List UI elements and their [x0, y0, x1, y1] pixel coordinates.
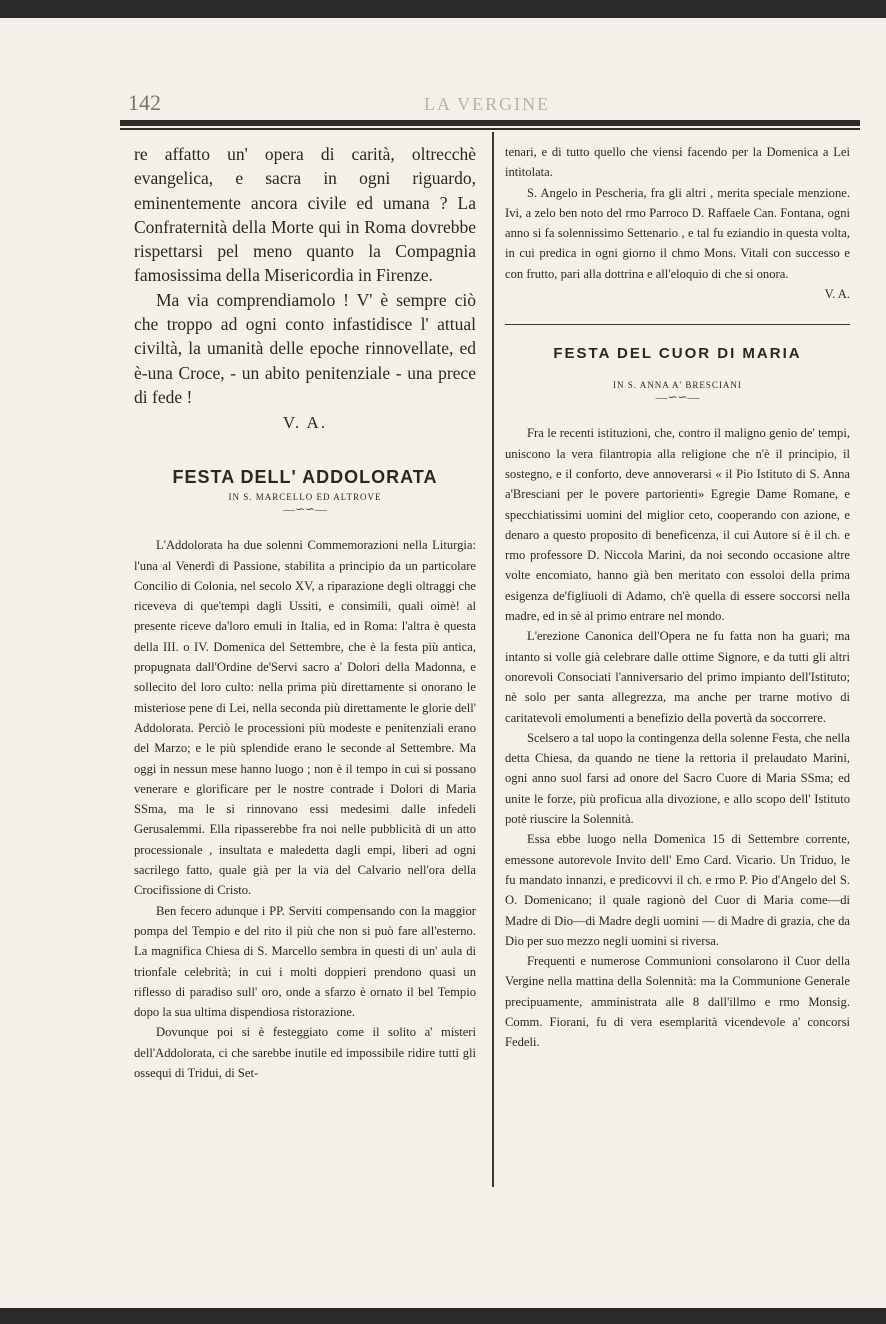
ornament-divider-right: —∽∽— [655, 390, 700, 405]
right-signature: V. A. [824, 287, 850, 302]
article-title-cuor-di-maria: FESTA DEL CUOR DI MARIA [553, 345, 802, 363]
cuor-paragraph-3: Scelsero a tal uopo la contingenza della solenne Festa, che nella detta Chiesa, da quando ne tiene la rettoria il prelaudato Marini, ogni anno suol farsi ad onore del Sacro Cuore di Maria SSma; ed unite le forze, più proficua alla divozione, e allo scopo dell' Istituto potè riuscire la Solennità. [505, 730, 850, 827]
right-column [505, 142, 850, 1053]
page-header [128, 88, 858, 118]
scan-bottom-edge [0, 1308, 886, 1324]
article-subtitle-addolorata: IN S. MARCELLO ED ALTROVE [228, 492, 382, 503]
ornament-divider: —∽∽— [282, 502, 328, 517]
article-subtitle-cuor-di-maria: IN S. ANNA A' BRESCIANI [613, 380, 742, 391]
addolorata-paragraph-3: Dovunque poi si è festeggiato come il solito a' misteri dell'Addolorata, ci che sarebbe inutile ed impossibile ridire tutti gli ossequi di Tridui, di Set- [134, 1025, 476, 1080]
header-rule-thin [120, 128, 860, 130]
header-rule-thick [120, 120, 860, 126]
cuor-paragraph-4: Essa ebbe luogo nella Domenica 15 di Settembre corrente, emessone autorevole Invito dell' Emo Card. Vicario. Un Triduo, le fu mandato innanzi, e predicovvi il ch. e rmo P. Pio d'Angelo del S. O. Domenicano; il quale ragionò del Cuor di Maria come—di Madre di Dio—di Madre degli uomini — di Madre di grazia, che da Dio per suo mezzo negli uomini si riversa. [505, 832, 850, 948]
cuor-paragraph-5: Frequenti e numerose Communioni consolarono il Cuor della Vergine nella mattina della Solennità: ma la Communione Generale precipuamente, amministrata alle 8 dall'illmo e rmo Monsig. Comm. Fiorani, fu di vera esemplarità vicendevole a' concorsi Fedeli. [505, 954, 850, 1050]
right-top-paragraph-2: S. Angelo in Pescheria, fra gli altri , merita speciale menzione. Ivi, a zelo ben noto del rmo Parroco D. Raffaele Can. Fontana, ogni anno si fa solennissimo Settenario , e tal fu eziandio in questa volta, in cui predica in ogni giorno il chmo Mons. Vitali con successo e con frutto, pari alla dottrina e all'eloquio di che si onora. [505, 185, 850, 281]
addolorata-paragraph-2: Ben fecero adunque i PP. Serviti compensando con la maggior pompa del Tempio e del rito il più che non si può fare all'esterno. La magnifica Chiesa di S. Marcello sembra in questi di un' aula di trionfale celebrità; in cui i molti doppieri prendono quasi un riflesso di paradiso sull' oro, onde a sfarzo è ornato il bel Tempio dopo la sua ultima dispendiosa ristorazione. [134, 903, 476, 1020]
left-top-paragraph: re affatto un' opera di carità, oltrecchè evangelica, e sacra in ogni riguardo, eminentemente ancora civile ed umana ? La Confraternità della Morte qui in Roma dovrebbe rispettarsi pel meno quanto la Compagnia famosissima della Misericordia in Firenze. [134, 144, 476, 286]
column-divider [492, 132, 494, 1187]
article-title-addolorata: FESTA DELL' ADDOLORATA [172, 467, 438, 488]
cuor-paragraph-1: Fra le recenti istituzioni, che, contro il maligno genio de' tempi, uniscono la vera filantropia alla religione che n'è il principio, il sostegno, e il conforto, deve annoverarsi « il Pio Istituto di S. Anna a'Bresciani per le povere partorienti» Egregie Dame Romane, e specchiatissimi uomini del miglior ceto, cooperando con azione, e denaro a questo proposito di beneficenza, il cui Autore si è il ch. e rmo professore D. Niccola Marini, da noi secondo occasione altre volte encomiato, hanno già ben meritato con essoloi della prima esigenza de'figliuoli di Adamo, ch'è quella di essere soccorsi nella madre, ed in sè al primo entrare nel mondo. [505, 426, 850, 624]
addolorata-paragraph-1: L'Addolorata ha due solenni Commemorazioni nella Liturgia: l'una al Venerdì di Passione, stabilita a principio da un particolare Concilio di Colonia, nel secolo XV, a riparazione degli oltraggi che riceveva di que'tempi dagli Ussiti, e consimili, quali oimè! al presente riceve da'loro emuli in Italia, ed in Roma: l'altra è questa della III. o IV. Domenica del Settembre, che è la festa più antica, propugnata dall'Ordine de'Servi sacro a' Dolori della Madonna, e sollecito del loro culto: nella prima più direttamente si onorano le misteriose pene di Lei, nella seconda più direttamente le glorie dell' Addolorata. Perciò le processioni più modeste e penitenziali erano del Marzo; e le più splendide erano le seconde al Settembre. Ma oggi in nessun mese hanno luogo ; non è il tempo in cui si possano venerare e glorificare per le nostre contrade i Dolori di Maria SSma, ma le si rinnovano essi medesimi dalle infedeli Gerusalemmi. Ella ripasserebbe fra noi nelle pubblicità di un atto processionale , insultata e maledetta dagli empi, liberi ad ogni sacrilego fatto, quale già per la via del Calvario nell'ora della Crocifissione di Cristo. [134, 538, 476, 898]
scan-top-edge [0, 0, 886, 18]
left-column [134, 142, 476, 1083]
cuor-paragraph-2: L'erezione Canonica dell'Opera ne fu fatta non ha guari; ma intanto si volle già celebrare dalle ottime Signore, e da tutti gli altri onorevoli Consociati l'anniversario del primo impianto dell'Istituto; nè solo per santa allegrezza, ma anche per trarne motivo di caritatevoli emolumenti a benefizio della povertà da soccorrere. [505, 629, 850, 725]
page-number: 142 [128, 90, 161, 115]
left-second-paragraph: Ma via comprendiamolo ! V' è sempre ciò che troppo ad ogni conto infastidisce l' attual civiltà, la umanità delle epoche rinnovellate, ed è-una Croce, - un abito penitenziale - una prece di fede ! [134, 289, 476, 407]
left-signature: V. A. [282, 413, 328, 433]
section-rule [505, 324, 850, 325]
running-title: LA VERGINE [424, 94, 551, 114]
right-top-paragraph-1: tenari, e di tutto quello che viensi facendo per la Domenica a Lei intitolata. [505, 145, 850, 180]
